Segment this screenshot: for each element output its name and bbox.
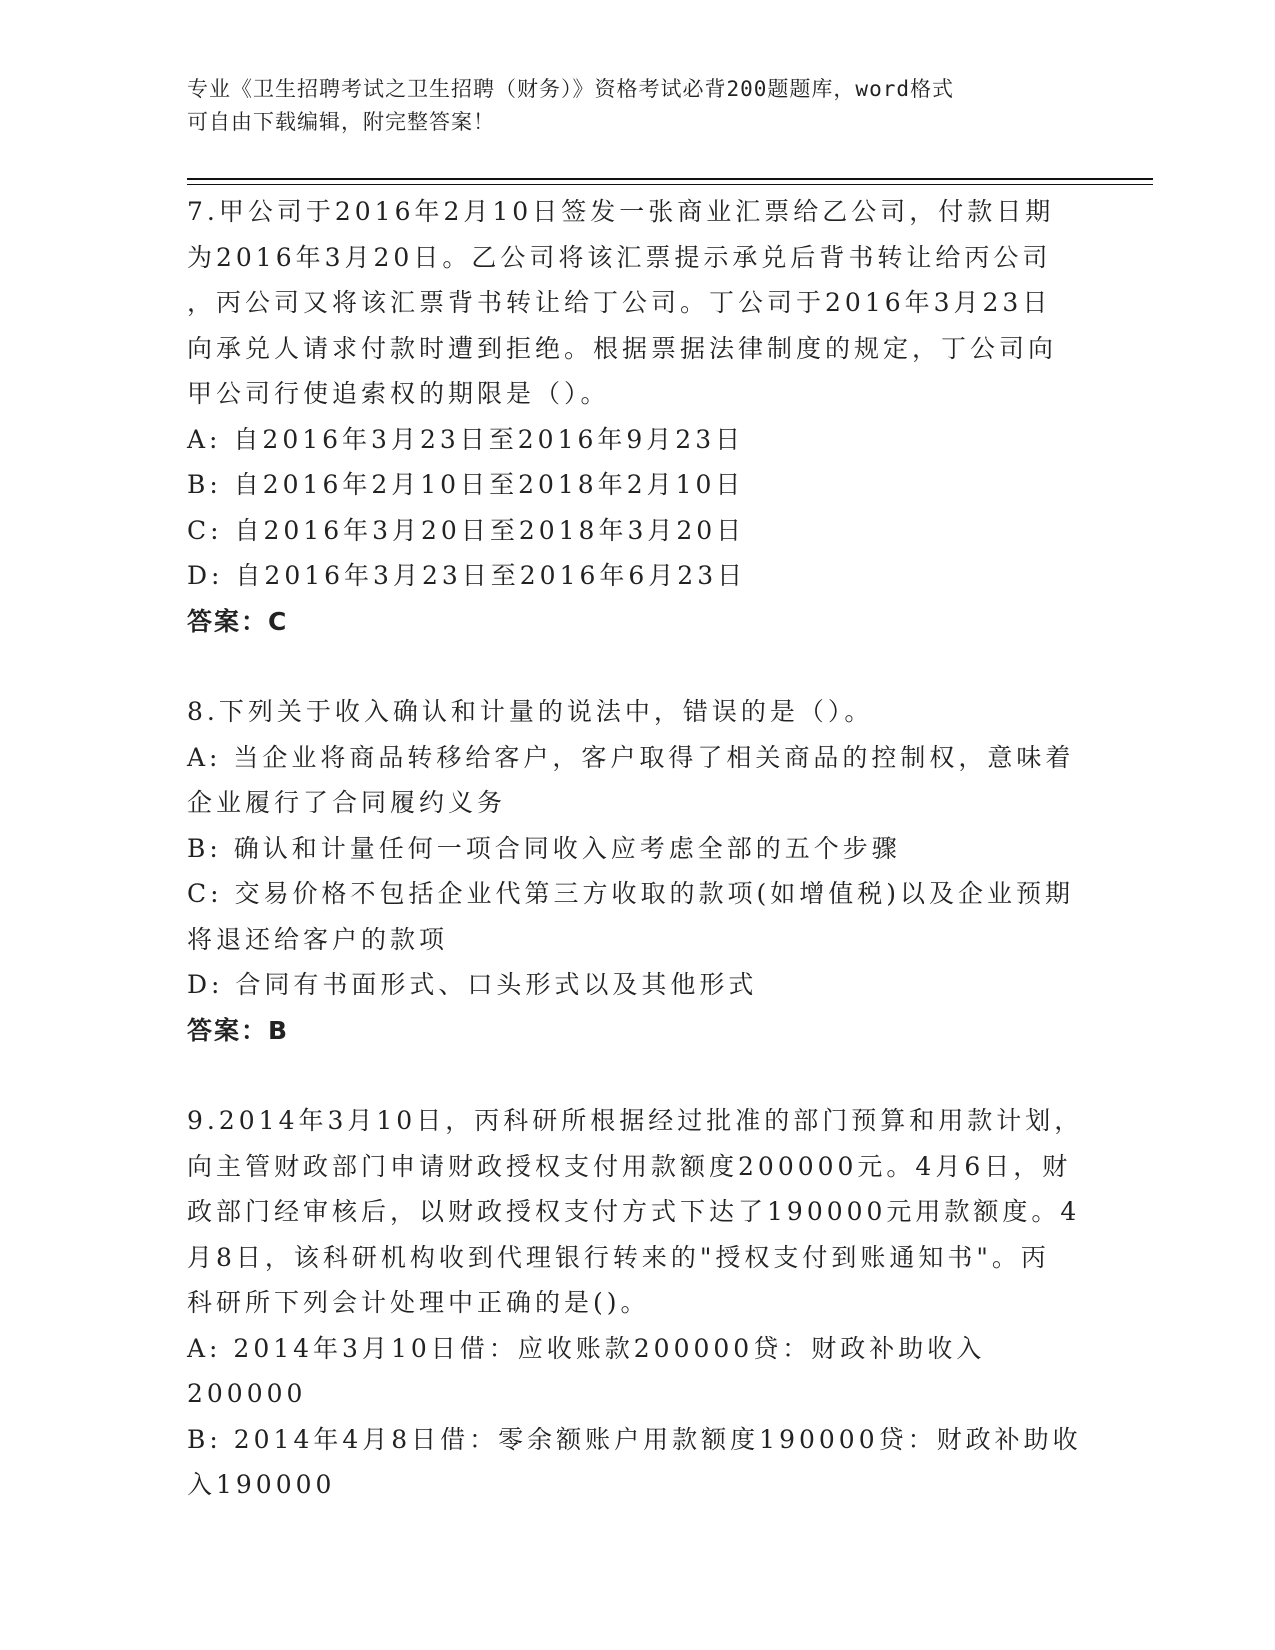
question-stem-line: 甲公司行使追索权的期限是（）。: [187, 379, 610, 408]
header-line: 专业《卫生招聘考试之卫生招聘（财务）》资格考试必背200题题库，word格式: [187, 77, 954, 101]
question-stem-line: 政部门经审核后，以财政授权支付方式下达了190000元用款额度。4: [187, 1197, 1081, 1226]
question-list: [187, 189, 1087, 1553]
question-stem-line: 月8日，该科研机构收到代理银行转来的"授权支付到账通知书"。丙: [187, 1242, 1050, 1272]
option-b: B: 自2016年2月10日至2018年2月10日: [187, 470, 745, 499]
answer-label: 答案：B: [187, 1015, 290, 1045]
question-stem-line: 向主管财政部门申请财政授权支付用款额度200000元。4月6日，财: [187, 1151, 1072, 1181]
option-a-continued: 企业履行了合同履约义务: [187, 788, 507, 817]
question-8: [187, 689, 1087, 1053]
question-stem-line: 科研所下列会计处理中正确的是()。: [187, 1288, 650, 1317]
question-stem-line: 8.下列关于收入确认和计量的说法中，错误的是（）。: [187, 697, 874, 726]
option-c: C: 交易价格不包括企业代第三方收取的款项(如增值税)以及企业预期: [187, 879, 1075, 908]
option-c-continued: 将退还给客户的款项: [187, 924, 449, 954]
question-7: [187, 189, 1087, 644]
question-stem-line: ，丙公司又将该汇票背书转让给丁公司。丁公司于2016年3月23日: [187, 288, 1052, 317]
question-stem-line: 为2016年3月20日。乙公司将该汇票提示承兑后背书转让给丙公司: [187, 242, 1052, 272]
header-divider-thick: [187, 178, 1153, 180]
option-a: A: 自2016年3月23日至2016年9月23日: [187, 424, 745, 454]
option-b: B: 2014年4月8日借：零余额账户用款额度190000贷：财政补助收: [187, 1424, 1082, 1454]
document-header: [187, 73, 1067, 139]
question-stem-line: 9.2014年3月10日，丙科研所根据经过批准的部门预算和用款计划，: [187, 1106, 1084, 1135]
option-d: D: 自2016年3月23日至2016年6月23日: [187, 561, 747, 590]
option-b-continued: 入190000: [187, 1470, 336, 1499]
option-d: D: 合同有书面形式、口头形式以及其他形式: [187, 970, 758, 999]
question-stem-line: 7.甲公司于2016年2月10日签发一张商业汇票给乙公司，付款日期: [187, 197, 1055, 226]
option-b: B: 确认和计量任何一项合同收入应考虑全部的五个步骤: [187, 833, 901, 863]
answer-label: 答案：C: [187, 606, 289, 636]
header-line: 可自由下载编辑，附完整答案！: [187, 110, 495, 134]
option-c: C: 自2016年3月20日至2018年3月20日: [187, 515, 746, 545]
header-divider-thin: [187, 184, 1153, 185]
option-a: A: 2014年3月10日借：应收账款200000贷：财政补助收入200000: [187, 1333, 986, 1408]
question-9: [187, 1098, 1087, 1508]
question-stem-line: 向承兑人请求付款时遭到拒绝。根据票据法律制度的规定，丁公司向: [187, 333, 1058, 363]
option-a: A: 当企业将商品转移给客户，客户取得了相关商品的控制权，意味着: [187, 742, 1075, 772]
